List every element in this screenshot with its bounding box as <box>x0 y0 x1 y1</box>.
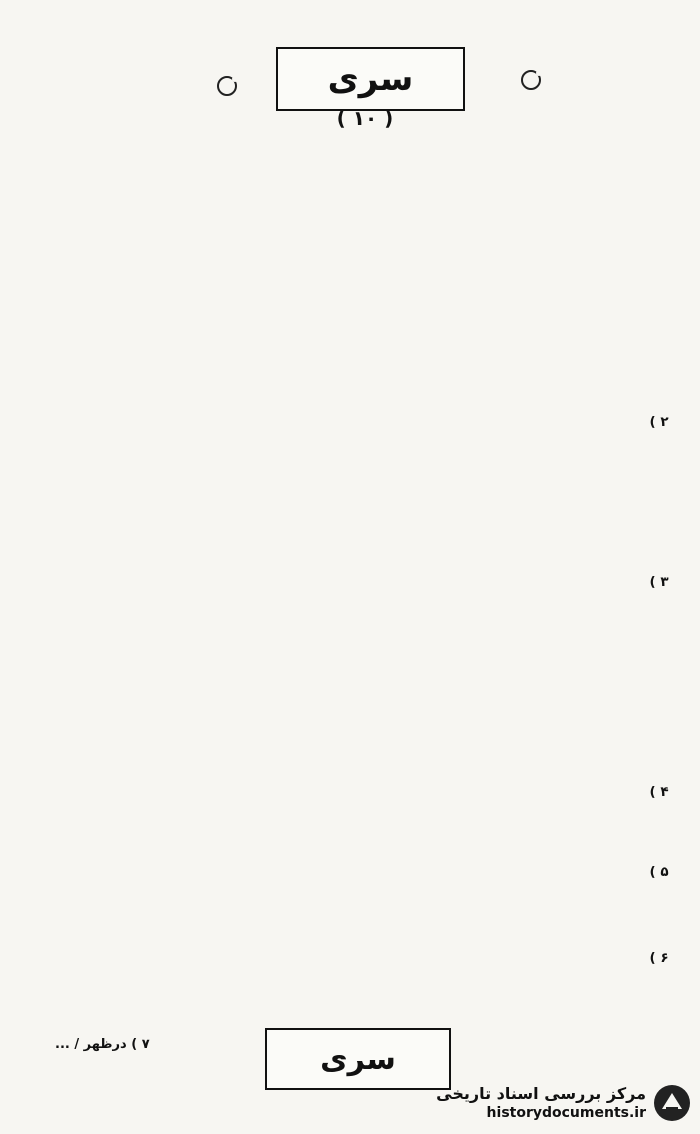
punch-hole-icon <box>217 76 237 96</box>
classification-stamp-bottom: سری <box>265 1028 451 1090</box>
page-number: ( ۱۰ ) <box>336 106 394 130</box>
classification-stamp-top: سری <box>276 47 465 111</box>
watermark-url: historydocuments.ir <box>486 1105 646 1121</box>
archive-logo-icon <box>652 1083 692 1123</box>
document-page: سری ( ۱۰ ) ۲ ) ۳ ) ۴ ) ۵ ) ۶ ) ۷ ) درظهر / ... سری مرکز بررسی اسناد تاریخی historydocuments.ir <box>0 0 700 1134</box>
watermark <box>412 1078 692 1128</box>
watermark-name: مرکز بررسی اسناد تاریخی <box>436 1084 646 1103</box>
punch-hole-icon <box>521 70 541 90</box>
continuation-note: ۷ ) درظهر / ... <box>55 1037 150 1052</box>
